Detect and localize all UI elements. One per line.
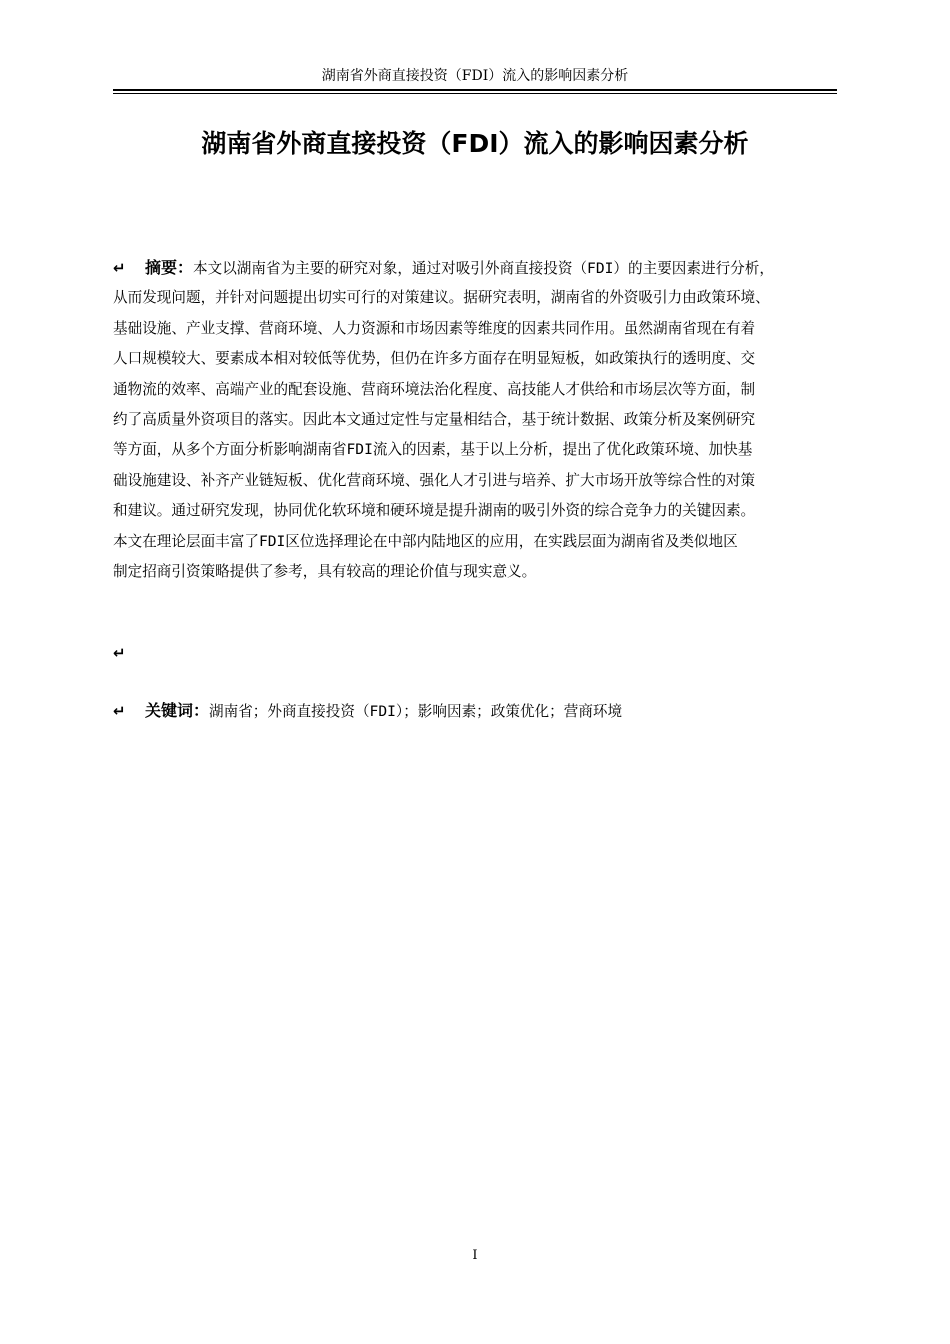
running-header: 湖南省外商直接投资（FDI）流入的影响因素分析 [321,68,629,84]
empty-paragraph [113,638,145,668]
paragraph-mark-icon: ↵ [113,259,126,277]
keywords-line [113,696,622,726]
abstract-line: 等方面，从多个方面分析影响湖南省FDI流入的因素，基于以上分析，提出了优化政策环境、加快基 [113,441,753,459]
header-rule [113,89,837,91]
paragraph-mark-icon: ↵ [113,644,126,662]
abstract-paragraph [113,253,837,587]
page-number: I [472,1248,478,1263]
abstract-line: 本文在理论层面丰富了FDI区位选择理论在中部内陆地区的应用，在实践层面为湖南省及类似地区 [113,532,738,550]
abstract-label: 摘要： [145,258,194,277]
abstract-line: 制定招商引资策略提供了参考，具有较高的理论价值与现实意义。 [113,562,537,580]
keywords-label: 关键词： [145,701,210,720]
abstract-text: 本文以湖南省为主要的研究对象，通过对吸引外商直接投资（FDI）的主要因素进行分析， [193,260,774,277]
abstract-line: 基础设施、产业支撑、营商环境、人力资源和市场因素等维度的因素共同作用。虽然湖南省现在有着 [113,319,756,337]
abstract-line: 从而发现问题，并针对问题提出切实可行的对策建议。据研究表明，湖南省的外资吸引力由政策环境、 [113,289,770,307]
abstract-line: 约了高质量外资项目的落实。因此本文通过定性与定量相结合，基于统计数据、政策分析及案例研究 [113,410,756,428]
abstract-line: 通物流的效率、高端产业的配套设施、营商环境法治化程度、高技能人才供给和市场层次等方面，制 [113,380,756,398]
page-title: 湖南省外商直接投资（FDI）流入的影响因素分析 [201,129,749,158]
abstract-line [113,253,837,283]
abstract-line: 人口规模较大、要素成本相对较低等优势，但仍在许多方面存在明显短板，如政策执行的透明度、交 [113,350,756,368]
paragraph-mark-icon: ↵ [113,702,126,720]
abstract-line: 础设施建设、补齐产业链短板、优化营商环境、强化人才引进与培养、扩大市场开放等综合性的对策 [113,471,756,489]
abstract-line: 和建议。通过研究发现，协同优化软环境和硬环境是提升湖南的吸引外资的综合竞争力的关键因素。 [113,502,756,520]
header-rule-thin [113,93,837,94]
keywords-text: 湖南省；外商直接投资（FDI）；影响因素；政策优化；营商环境 [209,703,623,720]
